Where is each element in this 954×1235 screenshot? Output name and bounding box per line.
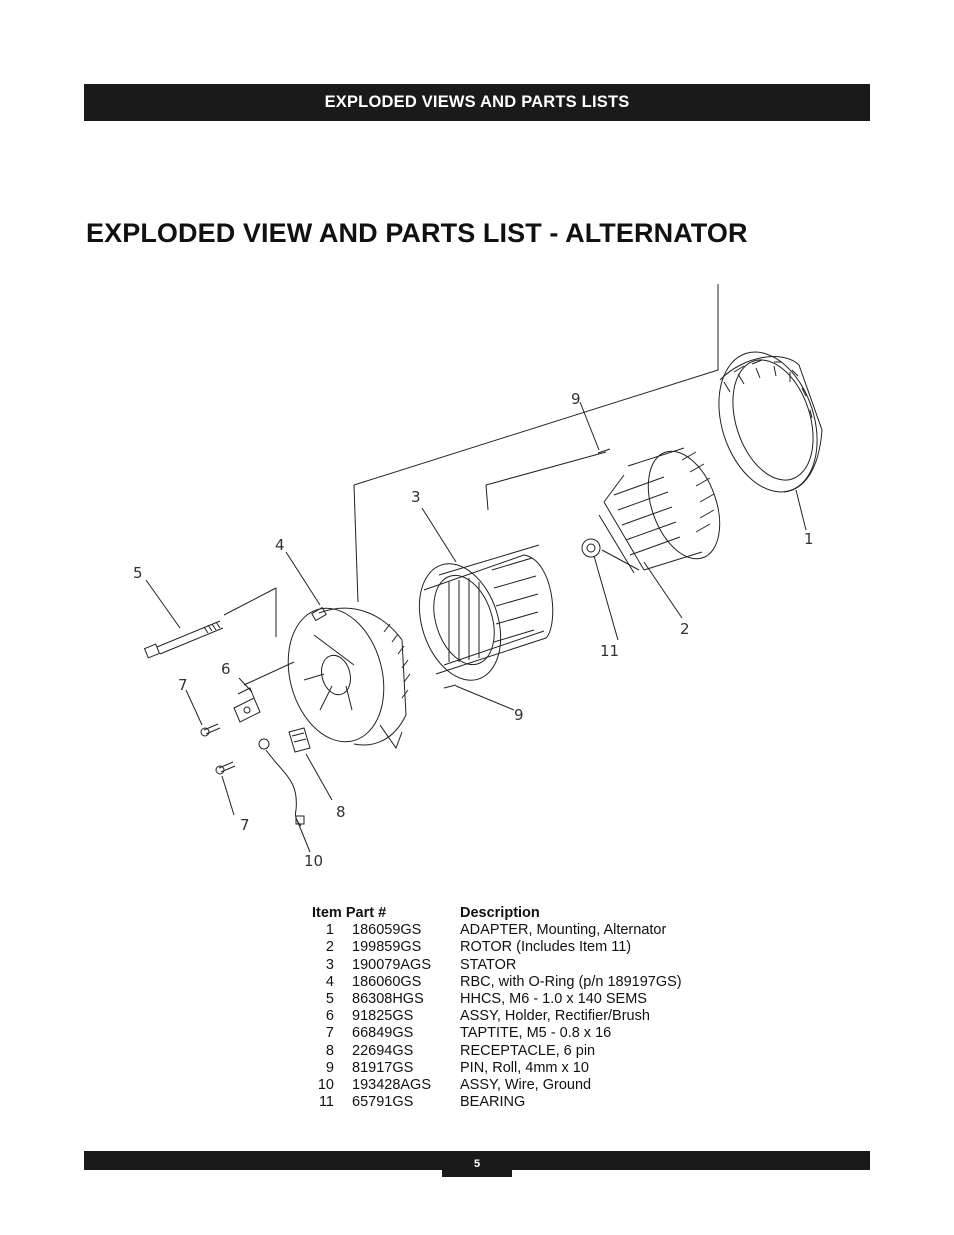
part-number: 193428AGS bbox=[352, 1077, 432, 1094]
part-description: STATOR bbox=[460, 956, 517, 973]
parts-table bbox=[312, 905, 682, 1111]
part-description: TAPTITE, M5 - 0.8 x 16 bbox=[460, 1025, 612, 1042]
item-number: 10 bbox=[317, 1077, 334, 1094]
page-number: 5 bbox=[473, 1158, 481, 1170]
part-description: PIN, Roll, 4mm x 10 bbox=[460, 1059, 589, 1076]
parts-table-header bbox=[312, 905, 682, 922]
header-description: Description bbox=[460, 905, 540, 921]
table-row bbox=[312, 1025, 682, 1042]
header-item-part: Item Part # bbox=[312, 905, 387, 921]
item-number: 4 bbox=[325, 973, 334, 990]
part-description: ADAPTER, Mounting, Alternator bbox=[460, 922, 667, 939]
part-number: 86308HGS bbox=[352, 991, 424, 1008]
part-description: ASSY, Holder, Rectifier/Brush bbox=[460, 1008, 650, 1025]
table-row bbox=[312, 991, 682, 1008]
ground-wire-drawing bbox=[259, 739, 304, 826]
callout-2: 2 bbox=[680, 620, 690, 638]
item-number: 3 bbox=[325, 956, 334, 973]
part-number: 66849GS bbox=[352, 1025, 414, 1042]
part-description: ASSY, Wire, Ground bbox=[460, 1077, 592, 1094]
table-row bbox=[312, 922, 682, 939]
part-number: 186059GS bbox=[352, 922, 422, 939]
callout-9-upper: 9 bbox=[571, 390, 581, 408]
rotor-drawing bbox=[582, 441, 733, 573]
taptite-screw-drawing bbox=[201, 724, 235, 774]
page-number-tab bbox=[442, 1151, 512, 1177]
table-row bbox=[312, 957, 682, 974]
part-description: RBC, with O-Ring (p/n 189197GS) bbox=[460, 973, 682, 990]
part-description: BEARING bbox=[460, 1094, 526, 1111]
assembly-axis-line-top bbox=[354, 284, 718, 602]
section-title: EXPLODED VIEWS AND PARTS LISTS bbox=[324, 93, 630, 111]
callout-3: 3 bbox=[411, 488, 421, 506]
parts-list bbox=[312, 905, 682, 1111]
part-number: 91825GS bbox=[352, 1008, 414, 1025]
table-row bbox=[312, 1008, 682, 1025]
item-number: 6 bbox=[325, 1008, 334, 1025]
part-number: 65791GS bbox=[352, 1094, 414, 1111]
callout-11: 11 bbox=[600, 642, 620, 660]
table-row bbox=[312, 1043, 682, 1060]
page-title: EXPLODED VIEW AND PARTS LIST - ALTERNATOR bbox=[86, 218, 748, 248]
receptacle-drawing bbox=[289, 728, 310, 752]
item-number: 11 bbox=[318, 1094, 334, 1111]
table-row bbox=[312, 974, 682, 991]
part-number: 81917GS bbox=[352, 1059, 414, 1076]
callout-7-lower: 7 bbox=[240, 816, 250, 834]
part-number: 186060GS bbox=[352, 973, 422, 990]
part-description: RECEPTACLE, 6 pin bbox=[460, 1042, 596, 1059]
part-number: 22694GS bbox=[352, 1042, 414, 1059]
hhcs-bolt-drawing bbox=[145, 621, 223, 658]
part-description: HHCS, M6 - 1.0 x 140 SEMS bbox=[460, 991, 647, 1008]
part-number: 199859GS bbox=[352, 939, 422, 956]
table-row bbox=[312, 1094, 682, 1111]
callout-9-lower: 9 bbox=[514, 706, 524, 724]
callout-4: 4 bbox=[275, 536, 285, 554]
assembly-axis-line-left bbox=[224, 588, 276, 615]
item-number: 1 bbox=[325, 922, 334, 939]
callout-6: 6 bbox=[221, 660, 231, 678]
callout-5: 5 bbox=[133, 564, 143, 582]
assembly-axis-line-mid bbox=[486, 452, 606, 510]
part-number: 190079AGS bbox=[352, 956, 432, 973]
part-description: ROTOR (Includes Item 11) bbox=[460, 939, 632, 956]
callout-1: 1 bbox=[804, 530, 814, 548]
table-row bbox=[312, 1060, 682, 1077]
stator-drawing bbox=[405, 545, 552, 691]
item-number: 2 bbox=[325, 939, 334, 956]
callout-7-upper: 7 bbox=[178, 676, 188, 694]
item-number: 8 bbox=[325, 1042, 334, 1059]
section-header-bar bbox=[84, 84, 870, 121]
callout-leader-lines bbox=[146, 402, 806, 852]
callout-8: 8 bbox=[336, 803, 346, 821]
item-number: 5 bbox=[325, 991, 334, 1008]
item-number: 9 bbox=[325, 1059, 334, 1076]
holder-rectifier-brush-drawing bbox=[234, 688, 260, 722]
adapter-mounting-drawing bbox=[702, 339, 834, 504]
table-row bbox=[312, 939, 682, 956]
roll-pin-drawing-bottom bbox=[444, 685, 456, 688]
callout-10: 10 bbox=[304, 852, 324, 870]
exploded-view-diagram bbox=[84, 270, 870, 890]
alternator-exploded-drawing bbox=[84, 270, 870, 890]
table-row bbox=[312, 1077, 682, 1094]
item-number: 7 bbox=[325, 1025, 334, 1042]
rbc-end-cover-drawing bbox=[274, 597, 410, 752]
